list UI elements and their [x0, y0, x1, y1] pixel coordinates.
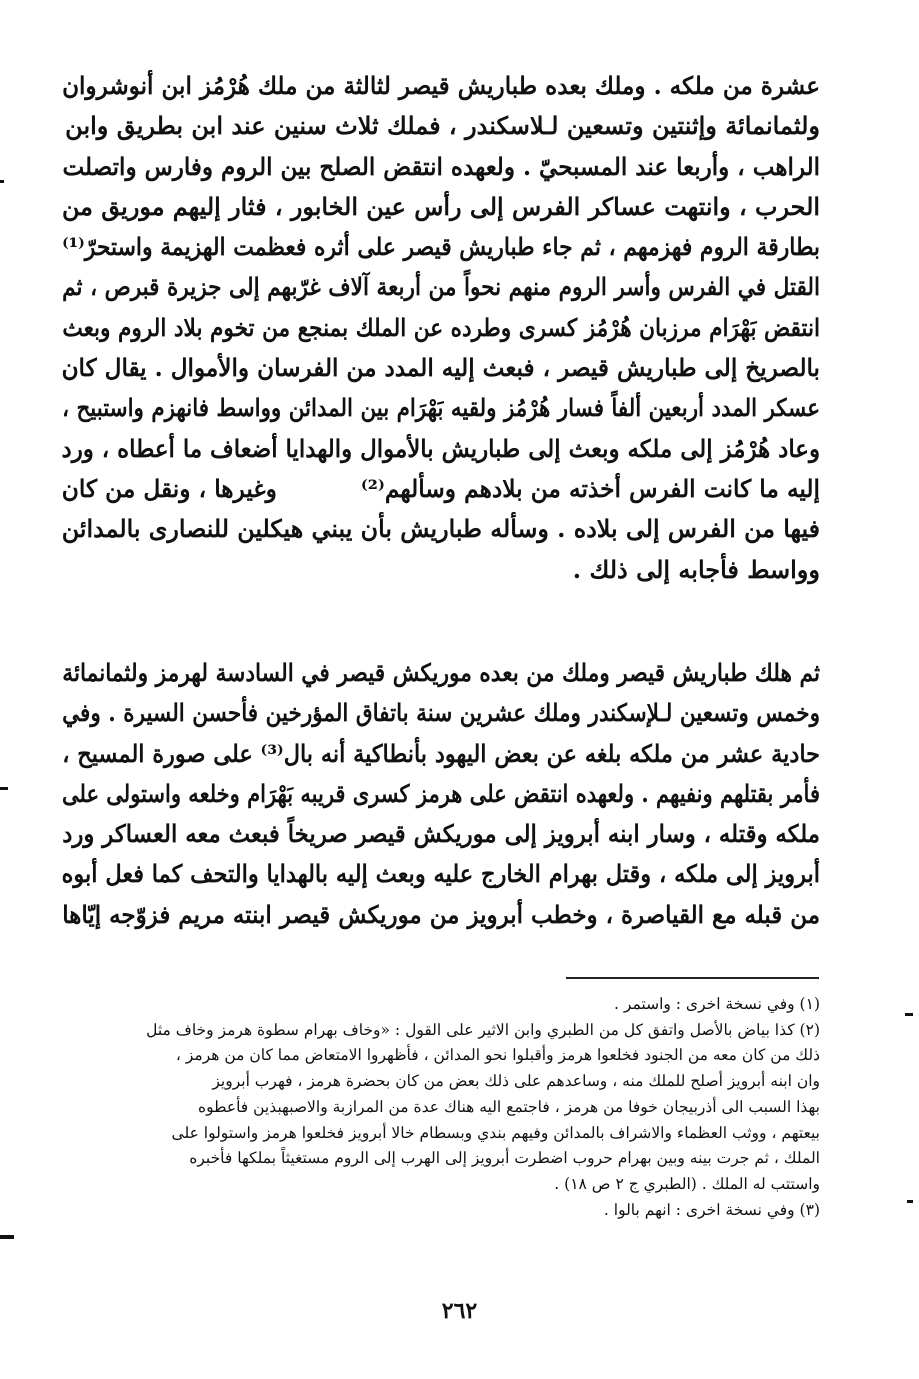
text-line: ثم هلك طباريش قيصر وملك من بعده موريكش قيصر في السادسة لهرمز ولثمانمائة [62, 658, 820, 687]
text-line: من قبله مع القياصرة ، وخطب أبرويز من موريكش قيصر ابنته مريم فزوّجه إيّاها [62, 899, 821, 929]
text-line: عسكر المدد أربعين ألفاً فسار هُرْمُز ولقيه بَهْرَام بين المدائن وواسط فانهزم واستبيح ، [62, 393, 820, 423]
text-line: بالصريخ إلى طباريش قيصر ، فبعث إليه المدد من الفرسان والأموال . يقال كان [61, 353, 820, 383]
footnote-1: (١) وفي نسخة اخرى : واستمر . [614, 995, 820, 1013]
footnote-2-line: واستتب له الملك . (الطبري ج ٢ ص ١٨) . [554, 1174, 820, 1193]
body-paragraph-1 [62, 66, 820, 590]
text-line: وعاد هُرْمُز إلى ملكه وبعث إلى طباريش بالأموال والهدايا أضعاف ما أعطاه ، ورد [61, 433, 820, 463]
footnotes [62, 992, 820, 1223]
text-line: فأمر بقتلهم ونفيهم . ولعهده انتقض على هرمز كسرى قريبه بَهْرَام وخلعه واستولى على [61, 778, 821, 808]
text-line: الحرب ، وانتهت عساكر الفرس إلى رأس عين الخابور ، فثار إليهم موريق من [61, 191, 821, 221]
footnote-divider [566, 977, 819, 979]
text-line: وواسط فأجابه إلى ذلك . [572, 554, 820, 584]
footnote-2-line: وان ابنه أبرويز أصلح للملك منه ، وساعدهم على ذلك بعض من كان بحضرة هرمز ، فهرب أبرويز [212, 1072, 820, 1091]
footnote-2-line: الملك ، ثم جرت بينه وبين بهرام حروب اضطرت أبرويز إلى الهرب إلى الروم مستغيثاً بملكها فأخبره [189, 1149, 820, 1168]
text-line-with-blank: إليه ما كانت الفرس أخذته من بلادهم وسألهم⁽²⁾ وغيرها ، ونقل من كان [61, 473, 820, 503]
scan-margin-mark [905, 1013, 913, 1016]
scan-margin-mark [0, 787, 8, 790]
text-line: بطارقة الروم فهزمهم ، ثم جاء طباريش قيصر على أثره فعظمت الهزيمة واستحرّ⁽¹⁾ [62, 232, 821, 262]
text-line: أبرويز إلى ملكه ، وقتل بهرام الخارج عليه وبعث إليه بالهدايا والتحف كما فعل أبوه [61, 859, 821, 889]
page-number: ٢٦٢ [441, 1298, 478, 1324]
scan-margin-mark [0, 180, 4, 183]
footnote-3: (٣) وفي نسخة اخرى : انهم بالوا . [603, 1200, 820, 1219]
footnote-2: (٢) كذا بياض بالأصل واتفق كل من الطبري وابن الاثير على القول : «وخاف بهرام سطوة هرمز وخاف مثل [146, 1020, 820, 1039]
footnote-2-line: بهذا السبب الى أذربيجان خوفا من هرمز ، فاجتمع اليه هناك عدة من المرازبة والاصبهبذين فأعطوه [197, 1097, 820, 1116]
footnote-2-line: ذلك من كان معه من الجنود فخلعوا هرمز وأقبلوا نحو المدائن ، فأظهروا الامتعاض مما كان من هرمز ، [175, 1046, 820, 1065]
text-line: انتقض بَهْرَام مرزبان هُرْمُز كسرى وطرده عن الملك بمنجع من تخوم بلاد الروم وبعث [62, 312, 821, 342]
text-line: ملكه وقتله ، وسار ابنه أبرويز إلى موريكش قيصر صريخاً فبعث معه العساكر ورد [62, 819, 820, 849]
text-line: الراهب ، وأربعا عند المسبحيّ . ولعهده انتقض الصلح بين الروم وفارس واتصلت [62, 151, 820, 181]
body-paragraph-2 [62, 653, 820, 935]
scan-margin-mark [907, 1200, 913, 1203]
footnote-2-line: بيعتهم ، ووثب العظماء والاشراف بالمدائن وفيهم بندي وبسطام خالا أبرويز فخلعوا هرمز واستولوا على [171, 1123, 820, 1142]
text-line: وخمس وتسعين لـلإسكندر وملك عشرين سنة باتفاق المؤرخين فأحسن السيرة . وفي [62, 698, 820, 728]
scan-margin-mark [0, 1235, 14, 1239]
text-line: عشرة من ملكه . وملك بعده طباريش قيصر لثالثة من ملك هُرْمُز ابن أنوشروان [62, 71, 820, 100]
text-line: القتل في الفرس وأسر الروم منهم نحواً من أربعة آلاف غرّبهم إلى جزيرة قبرص ، ثم [62, 272, 820, 302]
text-line: ولثمانمائة وإثنتين وتسعين لـلاسكندر ، فملك ثلاث سنين عند ابن بطريق وابن [65, 111, 820, 141]
text-line: فيها من الفرس إلى بلاده . وسأله طباريش بأن يبني هيكلين للنصارى بالمدائن [61, 514, 820, 544]
text-line: حادية عشر من ملكه بلغه عن بعض اليهود بأنطاكية أنه بال⁽³⁾ على صورة المسيح ، [62, 738, 820, 768]
